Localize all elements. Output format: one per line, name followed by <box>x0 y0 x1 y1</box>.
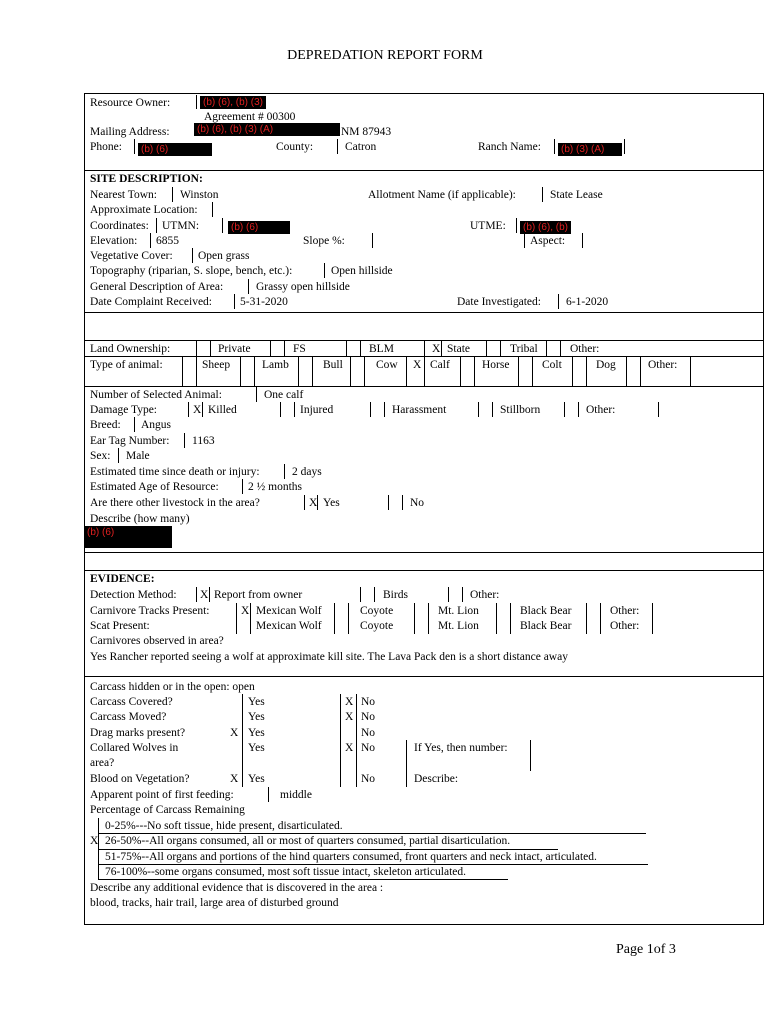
utme-redaction: (b) (6), (b) <box>520 221 571 234</box>
checkbox-divider <box>196 587 197 602</box>
field-divider <box>172 187 173 202</box>
field-divider <box>624 139 625 154</box>
other-livestock-yes: Yes <box>323 497 340 509</box>
field-divider <box>234 294 235 309</box>
animal-calf-mark: X <box>413 359 422 371</box>
checkbox-divider <box>312 357 313 386</box>
collared-wolves-yes: Yes <box>248 742 265 754</box>
field-divider <box>212 202 213 217</box>
percentage-26-50-mark: X <box>90 835 99 847</box>
additional-evidence-value: blood, tracks, hair trail, large area of disturbed ground <box>90 897 339 909</box>
checkbox-divider <box>196 341 197 356</box>
ranch-name-label: Ranch Name: <box>478 141 541 153</box>
animal-other: Other: <box>648 359 678 371</box>
carcass-moved-no-mark: X <box>345 711 354 723</box>
field-divider <box>134 139 135 154</box>
veg-cover-label: Vegetative Cover: <box>90 250 173 262</box>
checkbox-divider <box>202 402 203 417</box>
checkbox-divider <box>478 402 479 417</box>
percentage-0-25: 0-25%---No soft tissue, hide present, disarticulated. <box>105 820 343 832</box>
elevation-value: 6855 <box>156 235 179 247</box>
blood-vegetation-label: Blood on Vegetation? <box>90 773 190 785</box>
blood-vegetation-yes-mark: X <box>230 773 239 785</box>
tracks-black-bear: Black Bear <box>520 605 572 617</box>
percentage-remaining-label: Percentage of Carcass Remaining <box>90 804 245 816</box>
damage-type-label: Damage Type: <box>90 404 158 416</box>
row-divider <box>98 879 508 880</box>
field-divider <box>134 417 135 432</box>
checkbox-divider <box>414 603 415 634</box>
carcass-moved-no: No <box>361 711 376 723</box>
tracks-mexican-wolf: Mexican Wolf <box>256 605 322 617</box>
allotment-label: Allotment Name (if applicable): <box>368 189 516 201</box>
field-divider <box>248 279 249 294</box>
mailing-state-zip: NM 87943 <box>341 126 392 138</box>
damage-killed: Killed <box>208 404 237 416</box>
damage-killed-mark: X <box>193 404 202 416</box>
percentage-26-50: 26-50%--All organs consumed, all or most of quarters consumed, partial disarticulation. <box>105 835 511 847</box>
elevation-label: Elevation: <box>90 235 138 247</box>
checkbox-divider <box>364 357 365 386</box>
checkbox-divider <box>298 357 299 386</box>
tracks-coyote: Coyote <box>360 605 394 617</box>
page-number: Page 1of 3 <box>616 942 676 957</box>
blood-describe-label: Describe: <box>414 773 459 785</box>
animal-calf: Calf <box>430 359 450 371</box>
describe-how-many-redaction: (b) (6) <box>84 526 172 548</box>
date-complaint-label: Date Complaint Received: <box>90 296 212 308</box>
carcass-moved-label: Carcass Moved? <box>90 711 167 723</box>
checkbox-divider <box>496 603 497 634</box>
field-divider <box>554 139 555 154</box>
topography-value: Open hillside <box>331 265 393 277</box>
mailing-address-redaction: (b) (6), (b) (3) (A) <box>194 123 340 136</box>
sex-value: Male <box>126 450 150 462</box>
drag-marks-yes-mark: X <box>230 727 239 739</box>
ownership-other: Other: <box>570 343 600 355</box>
drag-marks-label: Drag marks present? <box>90 727 186 739</box>
carcass-covered-no-mark: X <box>345 696 354 708</box>
tracks-mt-lion: Mt. Lion <box>438 605 479 617</box>
field-divider <box>196 95 197 109</box>
checkbox-divider <box>402 495 403 510</box>
other-livestock-yes-mark: X <box>309 497 318 509</box>
collared-wolves-label: Collared Wolves in <box>90 742 179 754</box>
field-divider <box>337 139 338 154</box>
animal-sheep: Sheep <box>202 359 231 371</box>
county-value: Catron <box>345 141 377 153</box>
checkbox-divider <box>384 402 385 417</box>
form-title: DEPREDATION REPORT FORM <box>287 48 483 63</box>
field-divider <box>372 233 373 248</box>
checkbox-divider <box>242 694 243 787</box>
sex-label: Sex: <box>90 450 111 462</box>
animal-bull: Bull <box>323 359 343 371</box>
age-label: Estimated Age of Resource: <box>90 481 219 493</box>
animal-horse: Horse <box>482 359 510 371</box>
scat-black-bear: Black Bear <box>520 620 572 632</box>
nearest-town-value: Winston <box>180 189 219 201</box>
percentage-76-100: 76-100%--some organs consumed, most soft tissue intact, skeleton articulated. <box>105 866 467 878</box>
animal-colt: Colt <box>542 359 562 371</box>
damage-harassment: Harassment <box>392 404 447 416</box>
animal-dog: Dog <box>596 359 616 371</box>
number-animals-value: One calf <box>264 389 304 401</box>
checkbox-divider <box>546 341 547 356</box>
utme-label: UTME: <box>470 220 506 232</box>
damage-other: Other: <box>586 404 616 416</box>
resource-owner-label: Resource Owner: <box>90 97 171 109</box>
general-description-value: Grassy open hillside <box>256 281 350 293</box>
checkbox-divider <box>460 357 461 386</box>
scat-other: Other: <box>610 620 640 632</box>
checkbox-divider <box>388 495 389 510</box>
row-divider <box>84 312 764 313</box>
number-animals-label: Number of Selected Animal: <box>90 389 222 401</box>
date-investigated-label: Date Investigated: <box>457 296 541 308</box>
animal-cow: Cow <box>376 359 398 371</box>
blood-vegetation-no: No <box>361 773 376 785</box>
field-divider <box>284 464 285 479</box>
row-divider <box>98 864 648 865</box>
checkbox-divider <box>448 587 449 602</box>
checkbox-divider <box>374 587 375 602</box>
checkbox-divider <box>518 357 519 386</box>
checkbox-divider <box>254 357 255 386</box>
checkbox-divider <box>294 402 295 417</box>
ownership-state-mark: X <box>432 343 441 355</box>
checkbox-divider <box>250 603 251 634</box>
general-description-label: General Description of Area: <box>90 281 224 293</box>
checkbox-divider <box>690 357 691 386</box>
first-feeding-label: Apparent point of first feeding: <box>90 789 234 801</box>
checkbox-divider <box>652 603 653 634</box>
field-divider <box>222 218 223 233</box>
ear-tag-value: 1163 <box>192 435 215 447</box>
checkbox-divider <box>424 341 425 356</box>
utmn-label: UTMN: <box>162 220 200 232</box>
field-divider <box>582 233 583 248</box>
checkbox-divider <box>474 357 475 386</box>
checkbox-divider <box>346 341 347 356</box>
resource-owner-redaction: (b) (6), (b) (3) <box>200 96 266 109</box>
checkbox-divider <box>350 357 351 386</box>
coordinates-label: Coordinates: <box>90 220 149 232</box>
site-description-heading: SITE DESCRIPTION: <box>90 173 203 185</box>
age-value: 2 ½ months <box>248 481 302 493</box>
checkbox-divider <box>284 341 285 356</box>
slope-label: Slope %: <box>303 235 345 247</box>
breed-value: Angus <box>141 419 172 431</box>
collared-wolves-label-2: area? <box>90 757 115 769</box>
checkbox-divider <box>532 357 533 386</box>
row-divider <box>84 676 764 677</box>
aspect-label: Aspect: <box>530 235 566 247</box>
field-divider <box>192 248 193 263</box>
approx-location-label: Approximate Location: <box>90 204 198 216</box>
row-divider <box>98 849 558 850</box>
checkbox-divider <box>210 341 211 356</box>
county-label: County: <box>276 141 314 153</box>
row-divider <box>98 833 646 834</box>
checkbox-divider <box>658 402 659 417</box>
ownership-fs: FS <box>293 343 306 355</box>
checkbox-divider <box>564 402 565 417</box>
checkbox-divider <box>560 341 561 356</box>
field-divider <box>516 218 517 233</box>
field-divider <box>156 218 157 233</box>
damage-injured: Injured <box>300 404 334 416</box>
checkbox-divider <box>348 603 349 634</box>
field-divider <box>184 433 185 448</box>
other-livestock-label: Are there other livestock in the area? <box>90 497 260 509</box>
checkbox-divider <box>334 603 335 634</box>
mailing-address-label: Mailing Address: <box>90 126 170 138</box>
checkbox-divider <box>424 357 425 386</box>
checkbox-divider <box>428 603 429 634</box>
phone-redaction: (b) (6) <box>138 143 212 156</box>
scat-present-label: Scat Present: <box>90 620 150 632</box>
scat-mexican-wolf: Mexican Wolf <box>256 620 322 632</box>
field-divider <box>524 233 525 248</box>
field-divider <box>150 233 151 248</box>
detection-report-mark: X <box>200 589 209 601</box>
row-divider <box>84 552 764 553</box>
veg-cover-value: Open grass <box>198 250 250 262</box>
animal-type-label: Type of animal: <box>90 359 163 371</box>
blood-vegetation-yes: Yes <box>248 773 265 785</box>
collared-wolves-no: No <box>361 742 376 754</box>
detection-report: Report from owner <box>214 589 303 601</box>
checkbox-divider <box>370 402 371 417</box>
time-since-death-label: Estimated time since death or injury: <box>90 466 260 478</box>
field-divider <box>242 479 243 494</box>
checkbox-divider <box>500 341 501 356</box>
checkbox-divider <box>510 603 511 634</box>
carnivores-observed-text: Yes Rancher reported seeing a wolf at approximate kill site. The Lava Pack den is a short distance away <box>90 651 568 663</box>
animal-lamb: Lamb <box>262 359 289 371</box>
checkbox-divider <box>340 694 341 787</box>
checkbox-divider <box>196 357 197 386</box>
checkbox-divider <box>360 587 361 602</box>
checkbox-divider <box>640 357 641 386</box>
other-livestock-no: No <box>410 497 425 509</box>
checkbox-divider <box>317 495 318 510</box>
checkbox-divider <box>406 357 407 386</box>
ownership-state: State <box>447 343 470 355</box>
drag-marks-yes: Yes <box>248 727 265 739</box>
checkbox-divider <box>209 587 210 602</box>
collared-wolves-no-mark: X <box>345 742 354 754</box>
field-divider <box>268 787 269 802</box>
checkbox-divider <box>188 402 189 417</box>
detection-birds: Birds <box>383 589 408 601</box>
checkbox-divider <box>356 694 357 787</box>
if-yes-number-label: If Yes, then number: <box>414 742 508 754</box>
time-since-death-value: 2 days <box>292 466 322 478</box>
carcass-covered-yes: Yes <box>248 696 265 708</box>
checkbox-divider <box>441 341 442 356</box>
carcass-covered-label: Carcass Covered? <box>90 696 173 708</box>
checkbox-divider <box>280 402 281 417</box>
checkbox-divider <box>462 587 463 602</box>
ear-tag-label: Ear Tag Number: <box>90 435 170 447</box>
damage-stillborn: Stillborn <box>500 404 541 416</box>
checkbox-divider <box>626 357 627 386</box>
tracks-present-label: Carnivore Tracks Present: <box>90 605 210 617</box>
row-divider <box>84 570 764 571</box>
scat-mt-lion: Mt. Lion <box>438 620 479 632</box>
field-divider <box>558 294 559 309</box>
date-investigated-value: 6-1-2020 <box>566 296 609 308</box>
detection-other: Other: <box>470 589 500 601</box>
field-divider <box>542 187 543 202</box>
field-divider <box>530 740 531 771</box>
checkbox-divider <box>182 357 183 386</box>
ownership-blm: BLM <box>369 343 394 355</box>
allotment-value: State Lease <box>550 189 603 201</box>
checkbox-divider <box>486 341 487 356</box>
breed-label: Breed: <box>90 419 121 431</box>
phone-label: Phone: <box>90 141 122 153</box>
drag-marks-no: No <box>361 727 376 739</box>
ranch-name-redaction: (b) (3) (A) <box>558 143 622 156</box>
row-divider <box>84 386 764 387</box>
topography-label: Topography (riparian, S. slope, bench, etc.): <box>90 265 293 277</box>
tracks-wolf-mark: X <box>241 605 250 617</box>
describe-how-many-label: Describe (how many) <box>90 513 190 525</box>
checkbox-divider <box>578 402 579 417</box>
carcass-covered-no: No <box>361 696 376 708</box>
utmn-redaction: (b) (6) <box>228 221 290 234</box>
field-divider <box>324 263 325 278</box>
scat-coyote: Coyote <box>360 620 394 632</box>
checkbox-divider <box>270 341 271 356</box>
land-ownership-label: Land Ownership: <box>90 343 171 355</box>
checkbox-divider <box>492 402 493 417</box>
field-divider <box>256 387 257 402</box>
additional-evidence-label: Describe any additional evidence that is discovered in the area : <box>90 882 384 894</box>
checkbox-divider <box>360 341 361 356</box>
percentage-51-75: 51-75%--All organs and portions of the hind quarters consumed, front quarters and neck intact, articulated. <box>105 851 597 863</box>
checkbox-divider <box>572 357 573 386</box>
row-divider <box>84 170 764 171</box>
field-divider <box>406 740 407 787</box>
ownership-tribal: Tribal <box>510 343 538 355</box>
ownership-private: Private <box>218 343 251 355</box>
checkbox-divider <box>600 603 601 634</box>
checkbox-divider <box>586 357 587 386</box>
nearest-town-label: Nearest Town: <box>90 189 158 201</box>
date-complaint-value: 5-31-2020 <box>240 296 288 308</box>
carnivores-observed-label: Carnivores observed in area? <box>90 635 224 647</box>
checkbox-divider <box>586 603 587 634</box>
agreement-number: Agreement # 00300 <box>204 111 296 123</box>
carcass-moved-yes: Yes <box>248 711 265 723</box>
evidence-heading: EVIDENCE: <box>90 573 155 585</box>
carcass-hidden: Carcass hidden or in the open: open <box>90 681 255 693</box>
checkbox-divider <box>236 603 237 634</box>
checkbox-divider <box>304 495 305 510</box>
first-feeding-value: middle <box>280 789 312 801</box>
field-divider <box>118 448 119 463</box>
tracks-other: Other: <box>610 605 640 617</box>
detection-method-label: Detection Method: <box>90 589 177 601</box>
checkbox-divider <box>240 357 241 386</box>
